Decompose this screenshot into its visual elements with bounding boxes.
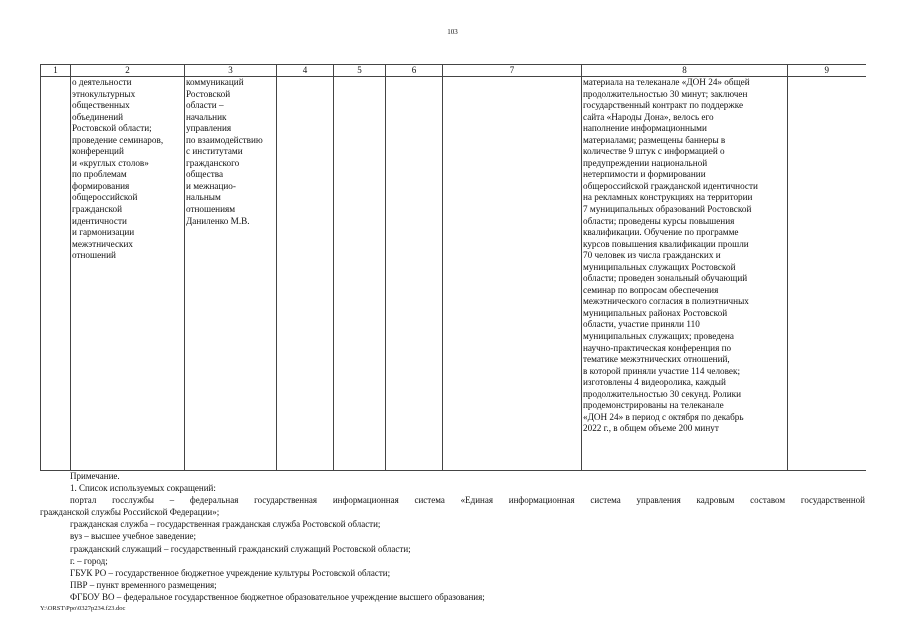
abbreviation-item-continued: гражданской службы Российской Федерации»;	[40, 507, 220, 518]
column-header-8: 8	[582, 65, 788, 77]
abbreviation-item: г. – город;	[70, 555, 108, 566]
cell-col1	[41, 77, 71, 471]
cell-col4	[277, 77, 334, 471]
page-number: 103	[447, 28, 458, 36]
column-header-9: 9	[788, 65, 866, 77]
table-header-row	[41, 65, 866, 77]
column-header-6: 6	[386, 65, 443, 77]
column-header-7: 7	[443, 65, 582, 77]
abbreviation-item: гражданский служащий – государственный гражданский служащий Ростовской области;	[70, 543, 411, 554]
cell-col7	[443, 77, 582, 471]
abbreviation-item: ПВР – пункт временного размещения;	[70, 579, 217, 590]
table-row	[41, 77, 866, 471]
column-header-3: 3	[185, 65, 277, 77]
cell-col6	[386, 77, 443, 471]
abbreviations-title: 1. Список используемых сокращений:	[70, 483, 216, 494]
abbreviation-item: гражданская служба – государственная гражданская служба Ростовской области;	[70, 519, 381, 530]
cell-responsible-person: коммуникаций Ростовской области – начальник управления по взаимодействию с институтами гражданского общества и межнацио- нальным отношениям Даниленко М.В.	[185, 77, 277, 471]
column-header-4: 4	[277, 65, 334, 77]
column-header-2: 2	[71, 65, 185, 77]
column-header-1: 1	[41, 65, 71, 77]
cell-col9	[788, 77, 866, 471]
report-table	[40, 64, 866, 471]
abbreviation-item: портал госслужбы – федеральная государственная информационная система «Единая информационная система управления кадровым составом государственной	[70, 495, 865, 506]
document-file-path: Y:\ORST\Ppo\0327p234.f23.doc	[40, 605, 126, 612]
abbreviation-item: вуз – высшее учебное заведение;	[70, 531, 197, 542]
abbreviation-item: ГБУК РО – государственное бюджетное учреждение культуры Ростовской области;	[70, 567, 391, 578]
cell-measure-description: о деятельности этнокультурных общественных объединений Ростовской области; проведение семинаров, конференций и «круглых столов» по проблемам формирования общероссийской гражданской идентичности и гармонизации межэтнических отношений	[71, 77, 185, 471]
notes-section	[40, 470, 865, 603]
cell-results: материала на телеканале «ДОН 24» общей продолжительностью 30 минут; заключен государственный контракт по поддержке сайта «Народы Дона», велось его наполнение информационными материалами; размещены баннеры в количестве 9 штук с информацией о предупреждении национальной нетерпимости и формировании общероссийской гражданской идентичности на рекламных конструкциях на территории 7 муниципальных образований Ростовской области; проведены курсы повышения квалификации. Обучение по программе курсов повышения квалификации прошли 70 человек из числа гражданских и муниципальных служащих Ростовской области; проведен зональный обучающий семинар по вопросам обеспечения межэтнического согласия в полиэтничных муниципальных районах Ростовской области, участие приняли 110 муниципальных служащих; проведена научно-практическая конференция по тематике межэтнических отношений, в которой приняли участие 114 человек; изготовлены 4 видеоролика, каждый продолжительностью 30 секунд. Ролики продемонстрированы на телеканале «ДОН 24» в период с октября по декабрь 2022 г., в общем объеме 200 минут	[582, 77, 788, 471]
abbreviation-item: ФГБОУ ВО – федеральное государственное бюджетное образовательное учреждение высшего образования;	[70, 591, 485, 602]
cell-col5	[334, 77, 386, 471]
column-header-5: 5	[334, 65, 386, 77]
notes-heading: Примечание.	[70, 471, 120, 481]
